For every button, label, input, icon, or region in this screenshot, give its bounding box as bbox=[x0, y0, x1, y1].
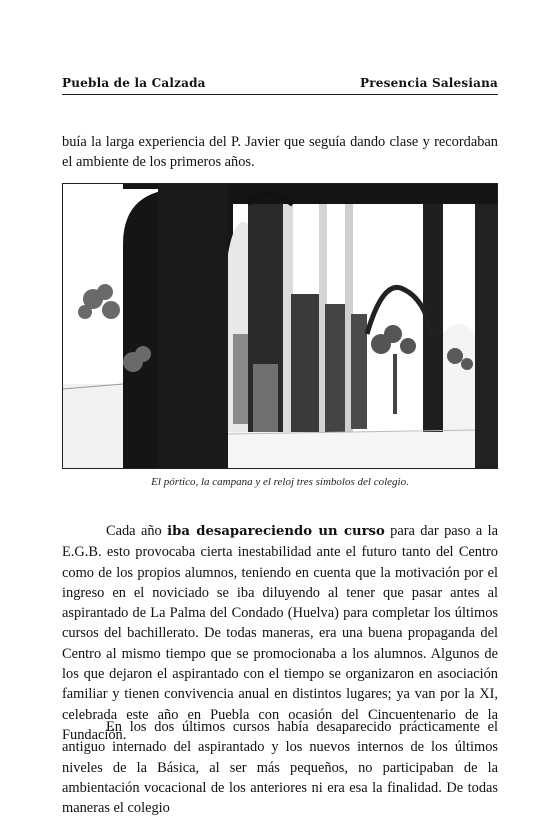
paragraph-2-text: En los dos últimos cursos había desaparecido prácticamente el antiguo internado del aspirantado y los nuevos internos de los últimos niveles de la Básica, al ser más pequeños, no participaban de la ambientación vocacional de los anteriores ni era esa la finalidad. De todas maneras el colegio bbox=[62, 719, 498, 817]
portico-photo bbox=[62, 183, 498, 469]
paragraph-top: buía la larga experiencia del P. Javier que seguía dando clase y recordaban el ambiente de los primeros años. bbox=[62, 134, 498, 171]
paragraph-1 bbox=[62, 521, 498, 745]
header-left-title: Puebla de la Calzada bbox=[62, 76, 206, 90]
header-right-title: Presencia Salesiana bbox=[360, 76, 498, 90]
paragraph-2 bbox=[62, 717, 498, 818]
figure-caption: El pórtico, la campana y el reloj tres símbolos del colegio. bbox=[151, 476, 409, 488]
paragraph-1-rest: para dar paso a la E.G.B. esto provocaba cierta inestabilidad ante el futuro tanto del Centro como de los propios alumnos, teniendo en cuenta que la motivación por el ingreso en el noviciado se iba diluyendo al tener que pasar antes al aspirantado de La Palma del Condado (Huelva) para completar los últimos cursos del bachillerato. De todas maneras, era una buena propaganda del Centro al mismo tiempo que se promocionaba a los alumnos. Algunos de los que dejaron el aspirantado con el tiempo se organizaron en asociación familiar y tienen convivencia anual en distintos lugares; ya van por la XI, celebrada este año en Puebla con ocasión del Cincuentenario de la Fundación. bbox=[62, 523, 499, 743]
paragraph-1-lead: Cada año bbox=[106, 523, 168, 539]
running-header bbox=[62, 70, 498, 95]
paragraph-1-bold: iba desapareciendo un curso bbox=[167, 524, 385, 539]
